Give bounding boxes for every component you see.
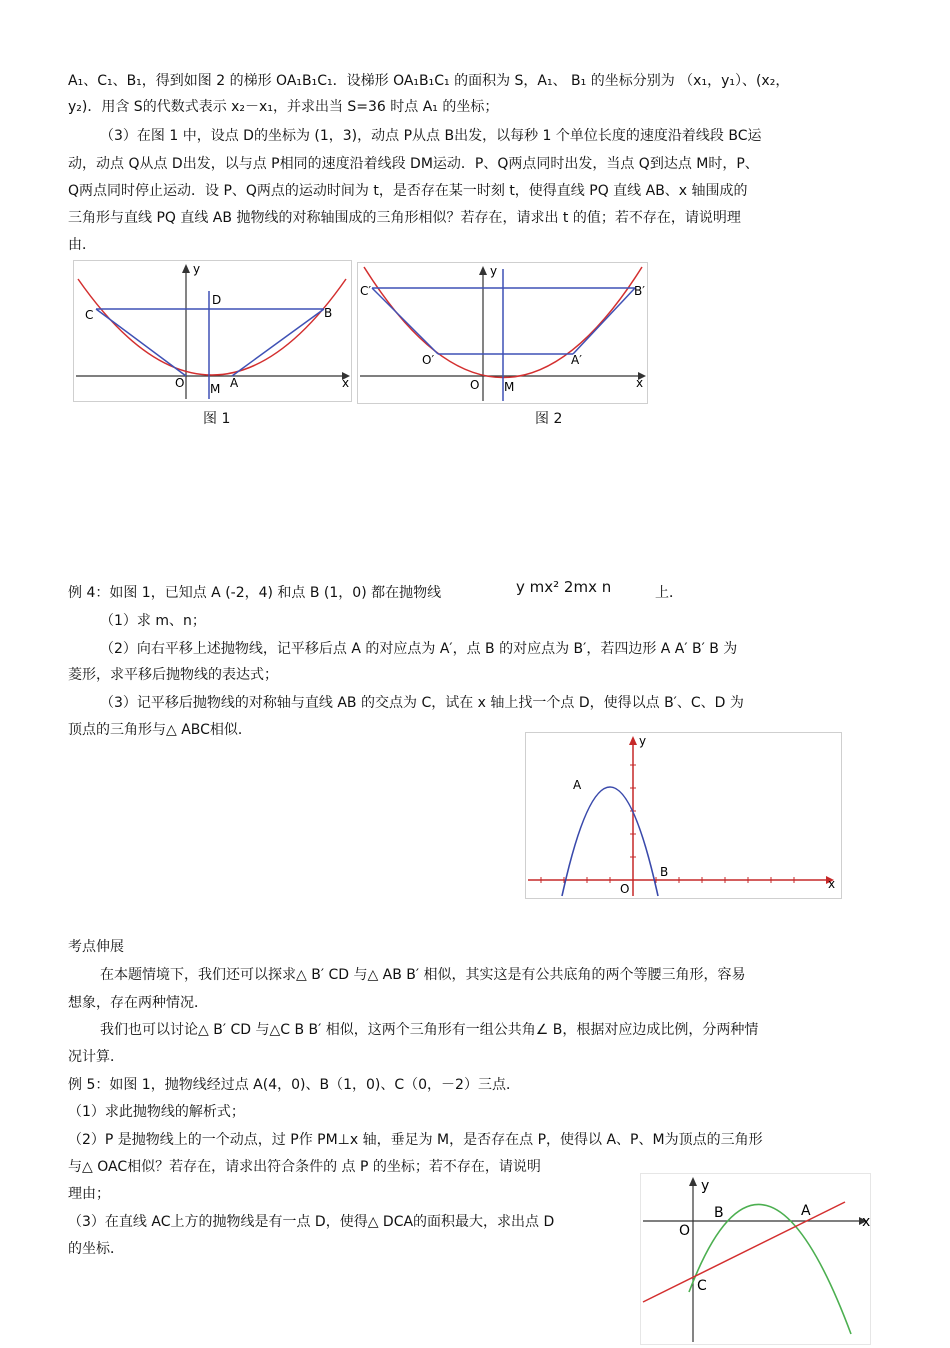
figure-ex4-graph xyxy=(526,733,841,898)
label-o: O xyxy=(175,376,185,390)
text-line: 上． xyxy=(655,585,683,601)
text-line: 菱形，求平移后抛物线的表达式； xyxy=(68,667,278,683)
text-line: 想象，存在两种情况． xyxy=(68,995,208,1011)
text-line: （3）在图 1 中，设点 D的坐标为 (1，3)，动点 P从点 B出发，以每秒 1 个单位长度的速度沿着线段 BC运 xyxy=(100,128,762,144)
y-axis-arrow-icon xyxy=(689,1177,697,1186)
text-line: （1）求 m、n； xyxy=(100,613,206,629)
segment-b1a1 xyxy=(573,288,635,354)
segment-c1o1 xyxy=(372,288,438,354)
label-x: x xyxy=(828,877,836,891)
text-line: 顶点的三角形与△ ABC相似． xyxy=(68,722,252,738)
label-d: D xyxy=(212,293,222,307)
label-o: O xyxy=(470,378,480,392)
line-ac xyxy=(643,1202,845,1302)
y-axis-arrow-icon xyxy=(479,266,487,275)
figure-ex4 xyxy=(525,732,842,899)
label-c: C xyxy=(697,1278,707,1294)
text-line: 三角形与直线 PQ 直线 AB 抛物线的对称轴围成的三角形相似？若存在，请求出 t 的值；若不存在，请说明理 xyxy=(68,210,741,226)
caption-fig2: 图 2 xyxy=(535,411,563,427)
text-line: 例 5：如图 1，抛物线经过点 A(4，0)、B（1，0)、C（0，－2）三点． xyxy=(68,1077,520,1093)
figure-2-graph xyxy=(358,263,647,403)
section-title: 考点伸展 xyxy=(68,939,124,955)
label-a: A xyxy=(801,1203,811,1219)
text-line: （3）在直线 AC上方的抛物线是有一点 D，使得△ DCA的面积最大，求出点 D xyxy=(68,1214,555,1230)
text-line: 例 4：如图 1，已知点 A (-2，4) 和点 B (1，0) 都在抛物线 xyxy=(68,585,442,601)
label-o1: O′ xyxy=(422,353,435,367)
label-b1: B′ xyxy=(634,284,645,298)
label-c1: C′ xyxy=(360,284,372,298)
label-x: x xyxy=(636,376,644,390)
text-line: （1）求此抛物线的解析式； xyxy=(68,1104,245,1120)
y-axis-arrow-icon xyxy=(182,264,190,273)
label-y: y xyxy=(639,734,647,748)
text-line: （3）记平移后抛物线的对称轴与直线 AB 的交点为 C，试在 x 轴上找一个点 D，使得以点 B′、C、D 为 xyxy=(100,695,744,711)
label-a: A xyxy=(573,778,582,792)
figure-1 xyxy=(73,260,352,402)
label-a1: A′ xyxy=(571,353,582,367)
text-line: 我们也可以讨论△ B′ CD 与△C B B′ 相似，这两个三角形有一组公共角∠ B，根据对应边成比例，分两种情 xyxy=(100,1022,759,1038)
text-line: （2）向右平移上述抛物线，记平移后点 A 的对应点为 A′，点 B 的对应点为 B′，若四边形 A A′ B′ B 为 xyxy=(100,641,738,657)
label-y: y xyxy=(490,264,498,278)
label-x: x xyxy=(862,1214,870,1230)
label-c: C xyxy=(85,308,94,322)
label-b: B xyxy=(324,306,333,320)
text-line: y₂)．用含 S的代数式表示 x₂－x₁，并求出当 S=36 时点 A₁ 的坐标； xyxy=(68,99,499,115)
text-line: 理由； xyxy=(68,1186,110,1202)
formula: y mx² 2mx n xyxy=(516,578,612,596)
text-line: Q两点同时停止运动．设 P、Q两点的运动时间为 t，是否存在某一时刻 t，使得直线 PQ 直线 AB、x 轴围成的 xyxy=(68,183,748,199)
segment-co xyxy=(96,309,186,376)
segment-ba xyxy=(232,309,324,376)
label-a: A xyxy=(230,376,239,390)
label-y: y xyxy=(193,262,201,276)
text-line: A₁、C₁、B₁，得到如图 2 的梯形 OA₁B₁C₁．设梯形 OA₁B₁C₁ 的面积为 S，A₁、 B₁ 的坐标分别为 （x₁，y₁）、(x₂， xyxy=(68,73,790,89)
figure-2 xyxy=(357,262,648,404)
figure-ex5 xyxy=(640,1173,871,1345)
parabola xyxy=(689,1204,851,1334)
text-line: 由． xyxy=(68,237,96,253)
y-axis-arrow-icon xyxy=(629,736,637,745)
label-b: B xyxy=(714,1205,724,1221)
text-line: 在本题情境下，我们还可以探求△ B′ CD 与△ AB B′ 相似，其实这是有公共底角的两个等腰三角形，容易 xyxy=(100,967,746,983)
label-o: O xyxy=(620,882,630,896)
caption-fig1: 图 1 xyxy=(203,411,231,427)
text-line: 况计算． xyxy=(68,1049,124,1065)
text-line: 与△ OAC相似？若存在，请求出符合条件的 点 P 的坐标；若不存在，请说明 xyxy=(68,1159,541,1175)
text-line: （2）P 是抛物线上的一个动点，过 P作 PM⊥x 轴，垂足为 M，是否存在点 P，使得以 A、P、M为顶点的三角形 xyxy=(68,1132,763,1148)
text-line: 动，动点 Q从点 D出发，以与点 P相同的速度沿着线段 DM运动．P、Q两点同时出发，当点 Q到达点 M时，P、 xyxy=(68,156,759,172)
label-x: x xyxy=(342,376,350,390)
label-m: M xyxy=(504,380,515,394)
label-b: B xyxy=(660,865,669,879)
figure-1-graph xyxy=(74,261,351,401)
figure-ex5-graph xyxy=(641,1174,870,1344)
text-line: 的坐标． xyxy=(68,1241,124,1257)
label-y: y xyxy=(701,1178,710,1194)
label-m: M xyxy=(210,382,221,396)
label-o: O xyxy=(679,1223,691,1239)
